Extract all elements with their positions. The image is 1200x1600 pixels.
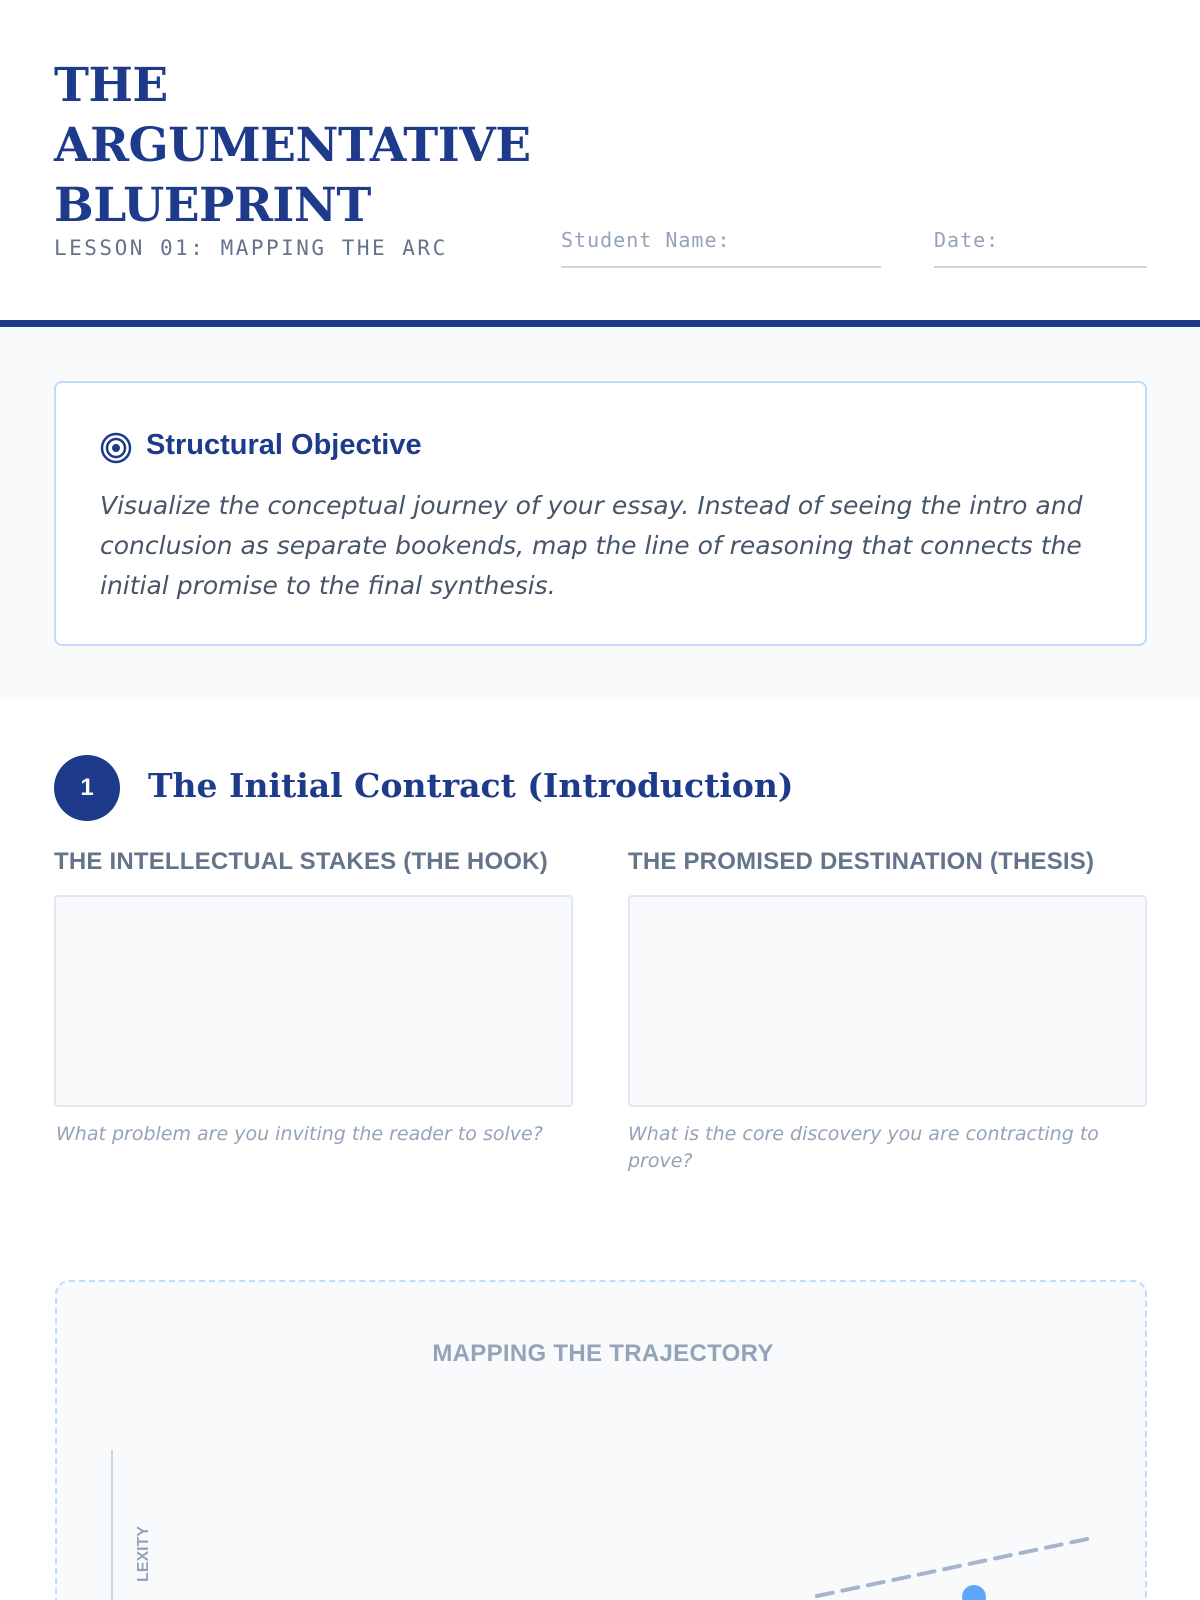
trajectory-map [55,1280,1147,1600]
title-line-2: ARGUMENTATIVE [54,118,531,173]
objective-text: Visualize the conceptual journey of your essay. Instead of seeing the intro and conclusion as separate bookends, map the line of reasoning that connects the initial promise to the final synthesis. [100,491,1083,600]
lesson-subtitle: LESSON 01: MAPPING THE ARC [54,236,448,260]
date-field[interactable] [934,228,1147,268]
thesis-answer-box[interactable] [628,895,1147,1107]
objective-title: Structural Objective [146,429,422,461]
header-divider [0,320,1200,327]
hook-answer-box[interactable] [54,895,573,1107]
trajectory-point [962,1585,986,1600]
objective-card [54,381,1147,646]
hook-hint: What problem are you inviting the reader to solve? [56,1123,543,1145]
section-number-badge: 1 [54,755,120,821]
trajectory-plot [57,1282,1149,1600]
hook-label: THE INTELLECTUAL STAKES (THE HOOK) [54,848,548,875]
title-line-3: BLUEPRINT [54,178,371,233]
section-title: The Initial Contract (Introduction) [148,766,794,805]
thesis-label: THE PROMISED DESTINATION (THESIS) [628,848,1095,875]
worksheet-header [0,0,1200,323]
target-icon [100,432,132,464]
objective-band [0,327,1200,700]
trajectory-line [817,1538,1092,1596]
student-name-label: Student Name: [561,228,731,252]
title-line-1: THE [54,58,168,113]
date-label: Date: [934,228,1000,252]
thesis-hint: What is the core discovery you are contracting to prove? [628,1123,1099,1172]
worksheet-title [54,56,554,236]
student-name-field[interactable] [561,228,881,268]
section-initial-contract [0,700,1200,1600]
trajectory-title: MAPPING THE TRAJECTORY [432,1340,774,1367]
trajectory-axis-label: LEXITY [135,1525,152,1582]
